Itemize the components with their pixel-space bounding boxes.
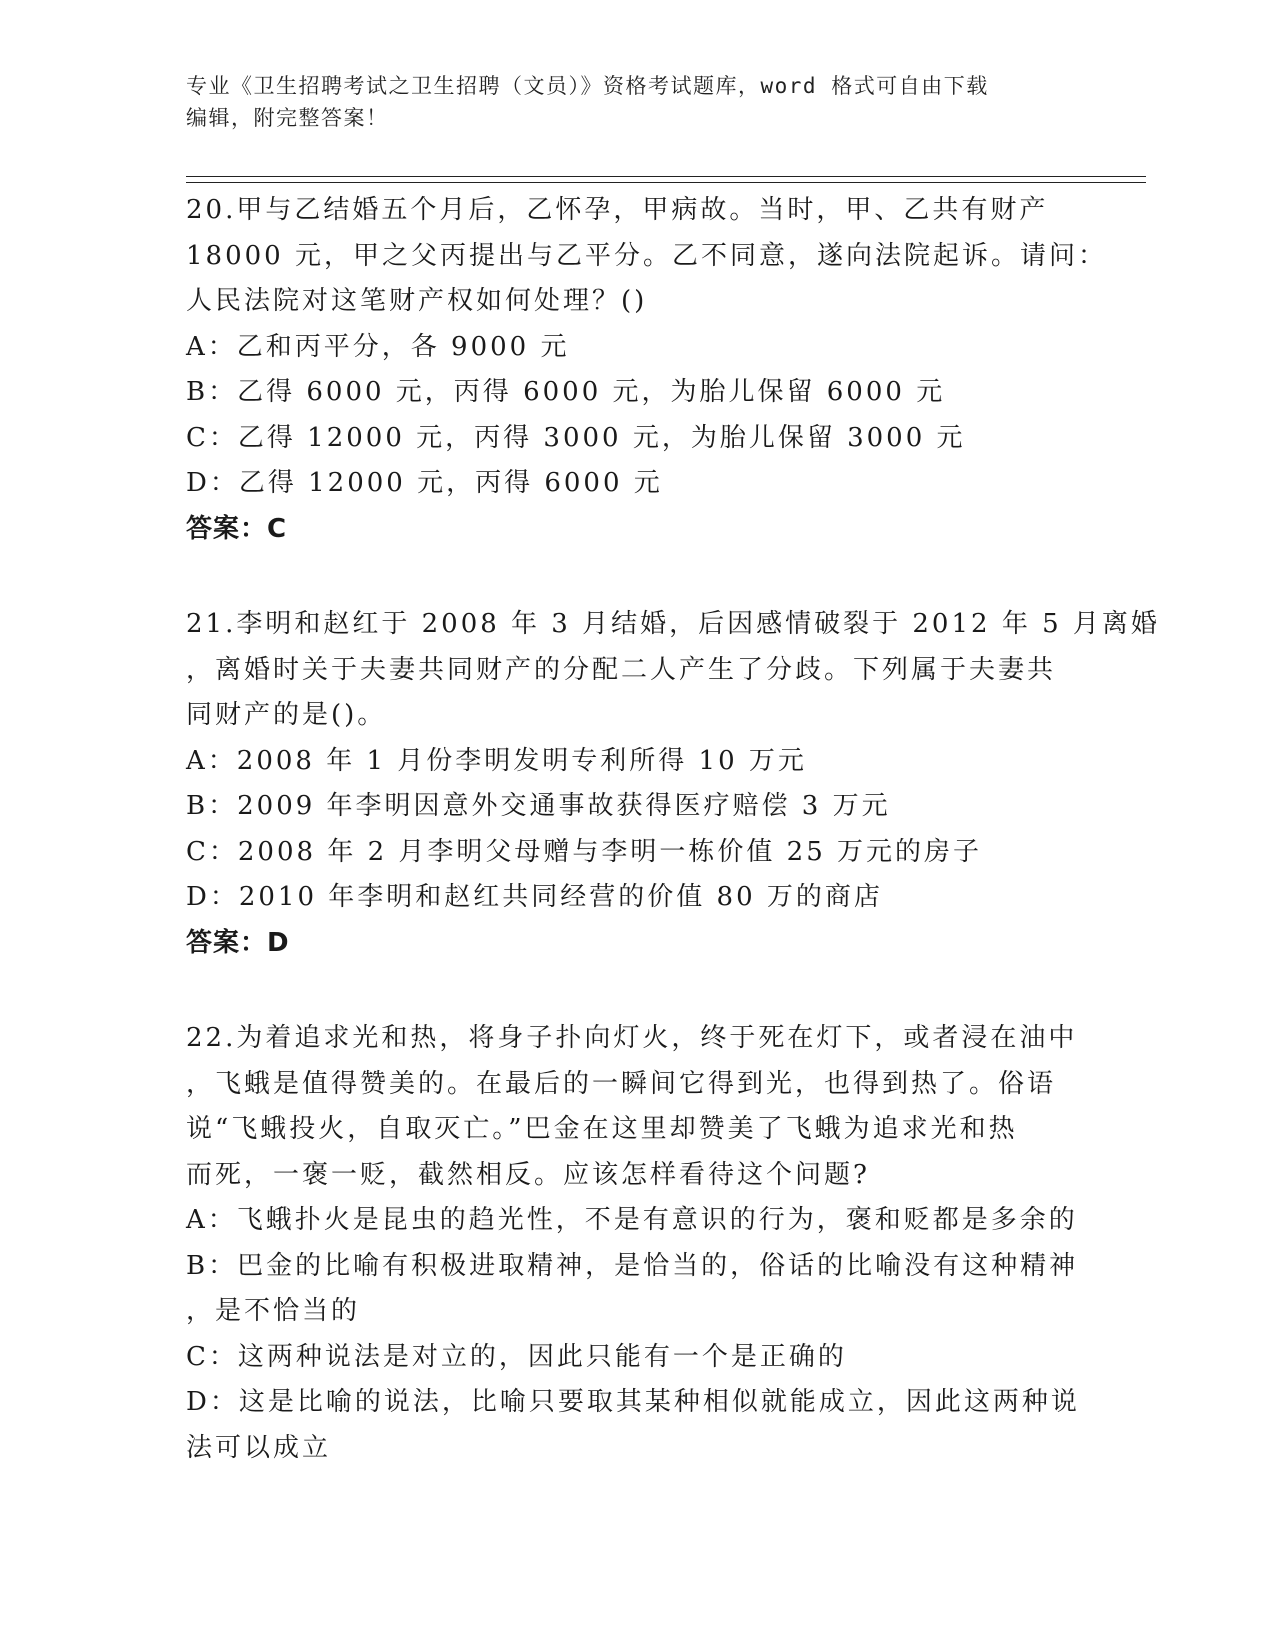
option-a: A：乙和丙平分，各 9000 元 — [186, 331, 570, 362]
document-header — [186, 70, 1066, 134]
header-line: 编辑，附完整答案！ — [186, 106, 389, 130]
answer-label: 答案：C — [186, 513, 288, 544]
question-list — [186, 188, 1160, 1521]
question-text-line: 21.李明和赵红于 2008 年 3 月结婚，后因感情破裂于 2012 年 5 月离婚 — [186, 609, 1160, 639]
option-a: A：2008 年 1 月份李明发明专利所得 10 万元 — [186, 745, 807, 776]
question-22 — [186, 1016, 1086, 1471]
question-text-line: 同财产的是()。 — [186, 700, 387, 730]
question-text-line: 18000 元，甲之父丙提出与乙平分。乙不同意，遂向法院起诉。请问： — [186, 240, 1107, 271]
option-c: C：这两种说法是对立的，因此只能有一个是正确的 — [186, 1341, 847, 1372]
option-d: D：这是比喻的说法，比喻只要取其某种相似就能成立，因此这两种说 — [186, 1387, 1080, 1417]
question-text-line: 说“飞蛾投火，自取灭亡。”巴金在这里却赞美了飞蛾为追求光和热 — [186, 1114, 1018, 1144]
option-d-continued: 法可以成立 — [186, 1432, 332, 1463]
header-line: 专业《卫生招聘考试之卫生招聘（文员）》资格考试题库，word 格式可自由下载 — [186, 74, 989, 98]
option-d: D：乙得 12000 元，丙得 6000 元 — [186, 468, 663, 498]
answer-label: 答案：D — [186, 927, 290, 958]
option-b-continued: ，是不恰当的 — [186, 1296, 361, 1326]
option-c: C：乙得 12000 元，丙得 3000 元，为胎儿保留 3000 元 — [186, 422, 966, 453]
question-text-line: ，离婚时关于夫妻共同财产的分配二人产生了分歧。下列属于夫妻共 — [186, 654, 1057, 685]
question-text-line: 人民法院对这笔财产权如何处理？() — [186, 286, 648, 316]
question-text-line: ，飞蛾是值得赞美的。在最后的一瞬间它得到光，也得到热了。俗语 — [186, 1068, 1057, 1099]
option-a: A：飞蛾扑火是昆虫的趋光性，不是有意识的行为，褒和贬都是多余的 — [186, 1205, 1078, 1235]
option-c: C：2008 年 2 月李明父母赠与李明一栋价值 25 万元的房子 — [186, 836, 983, 867]
question-20 — [186, 188, 1107, 552]
option-b: B：乙得 6000 元，丙得 6000 元，为胎儿保留 6000 元 — [186, 377, 946, 407]
question-text-line: 而死，一褒一贬，截然相反。应该怎样看待这个问题? — [186, 1159, 870, 1190]
question-text-line: 20.甲与乙结婚五个月后，乙怀孕，甲病故。当时，甲、乙共有财产 — [186, 195, 1049, 225]
header-divider-top — [186, 176, 1146, 177]
option-d: D：2010 年李明和赵红共同经营的价值 80 万的商店 — [186, 882, 883, 912]
question-21 — [186, 602, 1160, 966]
option-b: B：巴金的比喻有积极进取精神，是恰当的，俗话的比喻没有这种精神 — [186, 1250, 1079, 1281]
header-divider-bottom — [186, 182, 1146, 183]
question-text-line: 22.为着追求光和热，将身子扑向灯火，终于死在灯下，或者浸在油中 — [186, 1023, 1078, 1053]
option-b: B：2009 年李明因意外交通事故获得医疗赔偿 3 万元 — [186, 791, 891, 821]
